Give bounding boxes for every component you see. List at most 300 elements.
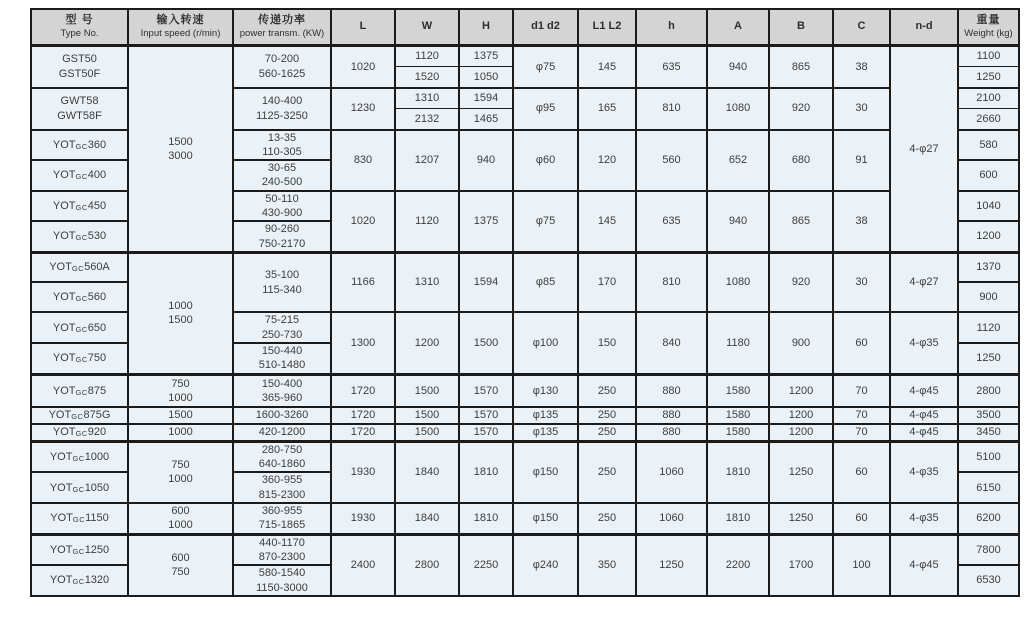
cell-line: 750 [171,459,190,472]
type-subscript: GC [72,515,86,525]
cell-line: 360-955 [261,474,303,487]
cell-h: 635 [636,191,707,253]
cell-type [31,282,128,312]
type-subscript: GC [75,202,88,212]
cell-type [31,160,128,191]
cell-d1d2: φ150 [513,441,578,503]
cell-power [233,503,331,534]
cell-A: 1080 [707,88,769,130]
cell-B: 1250 [769,503,833,534]
cell-power [233,565,331,596]
cell-nd: 4-φ45 [890,534,958,596]
header-en: power transm. (KW) [239,28,325,40]
cell-line: 750 [171,566,190,579]
cell-weight: 1250 [958,343,1019,374]
type-subscript: GC [72,577,85,587]
cell-line: 3000 [168,149,193,162]
cell-W: 1520 [395,67,459,88]
spec-table-head [31,9,1019,46]
cell-weight: 1200 [958,221,1019,252]
cell-d1d2: φ135 [513,424,578,441]
cell-line: 250-730 [261,328,303,341]
cell-L1L2: 145 [578,191,636,253]
type-number: 1050 [84,481,110,494]
cell-power [233,252,331,312]
col-header-power [233,9,331,46]
type-number: 1250 [84,543,110,556]
cell-speed [128,374,233,407]
type-prefix: YOT [49,481,73,494]
cell-W: 1500 [395,407,459,424]
type-number: 450 [87,199,107,212]
col-header-H: H [459,9,513,46]
cell-line: 240-500 [261,176,303,189]
cell-line: 1500 [168,135,193,148]
cell-weight: 1100 [958,46,1019,67]
cell-W: 1120 [395,46,459,67]
table-row [31,424,1019,441]
cell-type [31,312,128,343]
cell-nd: 4-φ45 [890,407,958,424]
cell-line: 110-305 [262,145,302,158]
cell-H: 1465 [459,109,513,130]
cell-L: 1720 [331,424,395,441]
type-prefix: YOT [52,352,76,365]
cell-L: 1166 [331,252,395,312]
cell-line: 1500 [168,314,193,327]
cell-speed: 1000 [128,424,233,441]
type-prefix: YOT [52,138,76,151]
cell-line: 640-1860 [258,457,306,470]
cell-h: 1060 [636,503,707,534]
cell-power [233,534,331,565]
cell-L1L2: 250 [578,441,636,503]
cell-L1L2: 145 [578,46,636,88]
cell-B: 1200 [769,407,833,424]
cell-C: 70 [833,424,890,441]
type-prefix: YOT [49,574,73,587]
type-subscript: GC [72,484,85,494]
cell-line: 750 [171,377,190,390]
type-number: 560A [84,261,110,274]
cell-line: 715-1865 [258,519,306,532]
cell-W: 1500 [395,424,459,441]
cell-weight: 600 [958,160,1019,191]
cell-line: GWT58 [60,95,99,108]
cell-nd: 4-φ45 [890,374,958,407]
cell-weight: 1370 [958,252,1019,282]
cell-nd: 4-φ35 [890,312,958,374]
cell-power [233,221,331,252]
cell-weight: 1120 [958,312,1019,343]
col-header-A: A [707,9,769,46]
cell-line: 280-750 [261,443,303,456]
cell-H: 1375 [459,46,513,67]
cell-nd: 4-φ27 [890,252,958,312]
col-header-W: W [395,9,459,46]
cell-type [31,88,128,130]
cell-h: 810 [636,88,707,130]
cell-B: 865 [769,46,833,88]
cell-L: 1020 [331,191,395,253]
type-subscript: GC [75,294,88,304]
cell-type [31,46,128,88]
type-number: 875 [87,384,107,397]
type-subscript: GC [75,141,88,151]
cell-speed: 1500 [128,407,233,424]
cell-line: 600 [171,505,190,518]
cell-nd: 4-φ35 [890,441,958,503]
cell-W: 1310 [395,252,459,312]
type-number: 875G [83,409,111,422]
cell-B: 865 [769,191,833,253]
cell-type [31,472,128,503]
cell-line: 360-955 [261,505,303,518]
type-number: 920 [87,426,107,439]
cell-line: 150-440 [261,344,303,357]
cell-line: 90-260 [264,223,300,236]
cell-type [31,407,128,424]
cell-type [31,130,128,161]
cell-nd: 4-φ27 [890,46,958,253]
type-subscript: GC [72,453,85,463]
table-row [31,503,1019,534]
cell-power [233,472,331,503]
cell-A: 652 [707,130,769,191]
cell-B: 920 [769,252,833,312]
cell-L1L2: 250 [578,503,636,534]
cell-power [233,374,331,407]
cell-C: 30 [833,252,890,312]
cell-h: 840 [636,312,707,374]
cell-nd: 4-φ35 [890,503,958,534]
cell-weight: 7800 [958,534,1019,565]
cell-power: 420-1200 [233,424,331,441]
cell-H: 1570 [459,407,513,424]
cell-C: 70 [833,374,890,407]
cell-line: 1000 [168,299,193,312]
cell-C: 60 [833,312,890,374]
cell-h: 880 [636,424,707,441]
cell-line: 50-110 [265,192,299,205]
cell-type [31,534,128,565]
cell-H: 1500 [459,312,513,374]
cell-W: 2800 [395,534,459,596]
cell-L1L2: 250 [578,374,636,407]
cell-h: 1060 [636,441,707,503]
cell-speed [128,503,233,534]
cell-L: 1720 [331,374,395,407]
cell-H: 1594 [459,252,513,312]
type-prefix: YOT [52,230,76,243]
cell-W: 1120 [395,191,459,253]
cell-L1L2: 120 [578,130,636,191]
cell-speed [128,441,233,503]
type-subscript: GC [72,546,85,556]
cell-L: 1930 [331,441,395,503]
table-row [31,534,1019,565]
cell-nd: 4-φ45 [890,424,958,441]
type-prefix: YOT [52,291,76,304]
header-row [31,9,1019,46]
table-row [31,252,1019,282]
cell-A: 1580 [707,374,769,407]
cell-A: 1080 [707,252,769,312]
cell-B: 1200 [769,424,833,441]
cell-W: 1200 [395,312,459,374]
cell-line: GST50 [62,53,97,66]
cell-power [233,160,331,191]
cell-L1L2: 165 [578,88,636,130]
cell-speed [128,252,233,374]
cell-h: 880 [636,374,707,407]
cell-weight: 2100 [958,88,1019,109]
type-subscript: GC [71,412,84,422]
cell-C: 100 [833,534,890,596]
cell-L1L2: 170 [578,252,636,312]
cell-d1d2: φ130 [513,374,578,407]
type-number: 360 [87,138,107,151]
cell-A: 1580 [707,407,769,424]
cell-line: 35-100 [264,269,300,282]
cell-type [31,441,128,472]
cell-H: 2250 [459,534,513,596]
table-row [31,407,1019,424]
cell-line: 440-1170 [259,536,305,549]
cell-H: 1570 [459,374,513,407]
cell-power [233,312,331,343]
cell-line: 750-2170 [258,237,306,250]
col-header-speed [128,9,233,46]
cell-h: 635 [636,46,707,88]
cell-H: 1570 [459,424,513,441]
cell-line: 1150-3000 [256,581,308,594]
cell-line: 1125-3250 [256,109,308,122]
cell-line: 580-1540 [258,567,306,580]
cell-type [31,503,128,534]
header-zh: 重量 [976,14,1001,27]
cell-line: 1000 [168,391,193,404]
type-subscript: GC [75,172,88,182]
cell-weight: 6530 [958,565,1019,596]
cell-B: 1250 [769,441,833,503]
cell-h: 560 [636,130,707,191]
cell-B: 920 [769,88,833,130]
type-subscript: GC [75,324,88,334]
cell-weight: 3500 [958,407,1019,424]
header-en: Type No. [60,28,99,40]
cell-B: 1200 [769,374,833,407]
cell-H: 1594 [459,88,513,109]
type-number: 530 [87,230,107,243]
cell-L: 1930 [331,503,395,534]
cell-d1d2: φ150 [513,503,578,534]
type-prefix: YOT [52,384,76,397]
cell-C: 70 [833,407,890,424]
table-row [31,441,1019,472]
cell-W: 1840 [395,441,459,503]
cell-line: 815-2300 [258,488,306,501]
cell-C: 60 [833,503,890,534]
cell-C: 60 [833,441,890,503]
cell-B: 680 [769,130,833,191]
cell-line: 13-35 [267,131,297,144]
cell-power [233,88,331,130]
cell-W: 1500 [395,374,459,407]
cell-C: 30 [833,88,890,130]
cell-A: 940 [707,191,769,253]
type-prefix: YOT [52,321,76,334]
type-subscript: GC [75,355,88,365]
cell-L1L2: 250 [578,424,636,441]
cell-A: 1580 [707,424,769,441]
cell-L: 1230 [331,88,395,130]
col-header-L1L2: L1 L2 [578,9,636,46]
cell-L: 1300 [331,312,395,374]
col-header-d1d2: d1 d2 [513,9,578,46]
cell-W: 1310 [395,88,459,109]
type-prefix: YOT [49,450,73,463]
cell-H: 940 [459,130,513,191]
cell-d1d2: φ60 [513,130,578,191]
cell-L1L2: 350 [578,534,636,596]
header-zh: 传递功率 [258,14,306,27]
col-header-C: C [833,9,890,46]
type-subscript: GC [71,264,85,274]
cell-speed [128,46,233,253]
cell-power: 1600-3260 [233,407,331,424]
cell-A: 940 [707,46,769,88]
cell-line: 870-2300 [258,551,306,564]
cell-L1L2: 150 [578,312,636,374]
type-number: 1000 [84,450,110,463]
cell-h: 1250 [636,534,707,596]
cell-speed [128,534,233,596]
cell-d1d2: φ100 [513,312,578,374]
type-subscript: GC [75,429,88,439]
cell-type [31,252,128,282]
cell-C: 38 [833,191,890,253]
cell-C: 91 [833,130,890,191]
cell-weight: 2800 [958,374,1019,407]
cell-line: 510-1480 [258,359,306,372]
table-row [31,374,1019,407]
cell-W: 1207 [395,130,459,191]
col-header-h: h [636,9,707,46]
type-number: 1320 [84,574,110,587]
cell-weight: 1250 [958,67,1019,88]
header-zh: 输入转速 [156,14,205,27]
cell-A: 2200 [707,534,769,596]
col-header-L: L [331,9,395,46]
cell-d1d2: φ95 [513,88,578,130]
cell-line: 30-65 [267,162,297,175]
cell-L: 1020 [331,46,395,88]
type-prefix: YOT [52,199,76,212]
cell-H: 1810 [459,503,513,534]
cell-d1d2: φ135 [513,407,578,424]
cell-B: 900 [769,312,833,374]
cell-line: 600 [171,552,190,565]
col-header-weight [958,9,1019,46]
cell-line: 1000 [168,473,193,486]
header-en: Weight (kg) [964,28,1013,40]
cell-line: 430-900 [261,206,303,219]
type-number: 650 [87,321,107,334]
cell-d1d2: φ75 [513,46,578,88]
cell-C: 38 [833,46,890,88]
cell-d1d2: φ75 [513,191,578,253]
cell-A: 1810 [707,503,769,534]
cell-h: 810 [636,252,707,312]
cell-weight: 6150 [958,472,1019,503]
cell-weight: 1040 [958,191,1019,222]
type-number: 400 [87,169,107,182]
col-header-nd: n-d [890,9,958,46]
cell-h: 880 [636,407,707,424]
type-prefix: YOT [52,426,76,439]
cell-line: GWT58F [57,109,102,122]
spec-table-body [31,46,1019,596]
cell-line: 150-400 [261,377,303,390]
header-en: Input speed (r/min) [140,28,221,40]
type-number: 560 [87,291,107,304]
cell-weight: 900 [958,282,1019,312]
type-subscript: GC [75,233,88,243]
type-prefix: YOT [48,409,72,422]
cell-type [31,374,128,407]
cell-type [31,221,128,252]
cell-d1d2: φ240 [513,534,578,596]
cell-line: 1000 [168,519,193,532]
cell-L: 2400 [331,534,395,596]
cell-L: 1720 [331,407,395,424]
cell-weight: 580 [958,130,1019,161]
type-number: 1150 [85,512,109,525]
cell-type [31,565,128,596]
type-prefix: YOT [49,543,73,556]
header-zh: 型 号 [65,14,94,27]
cell-A: 1180 [707,312,769,374]
cell-weight: 5100 [958,441,1019,472]
type-subscript: GC [75,387,88,397]
cell-power [233,441,331,472]
cell-line: 70-200 [264,53,300,66]
cell-line: GST50F [58,67,101,80]
cell-A: 1810 [707,441,769,503]
type-number: 750 [87,352,107,365]
type-prefix: YOT [50,512,73,525]
cell-L1L2: 250 [578,407,636,424]
col-header-B: B [769,9,833,46]
cell-line: 75-215 [264,314,300,327]
cell-d1d2: φ85 [513,252,578,312]
cell-power [233,191,331,222]
cell-B: 1700 [769,534,833,596]
cell-H: 1050 [459,67,513,88]
cell-line: 560-1625 [258,67,306,80]
cell-W: 1840 [395,503,459,534]
cell-weight: 3450 [958,424,1019,441]
cell-line: 365-960 [261,391,303,404]
type-prefix: YOT [52,169,76,182]
cell-W: 2132 [395,109,459,130]
cell-weight: 2660 [958,109,1019,130]
cell-line: 140-400 [261,95,303,108]
cell-type [31,424,128,441]
cell-weight: 6200 [958,503,1019,534]
table-row [31,46,1019,67]
